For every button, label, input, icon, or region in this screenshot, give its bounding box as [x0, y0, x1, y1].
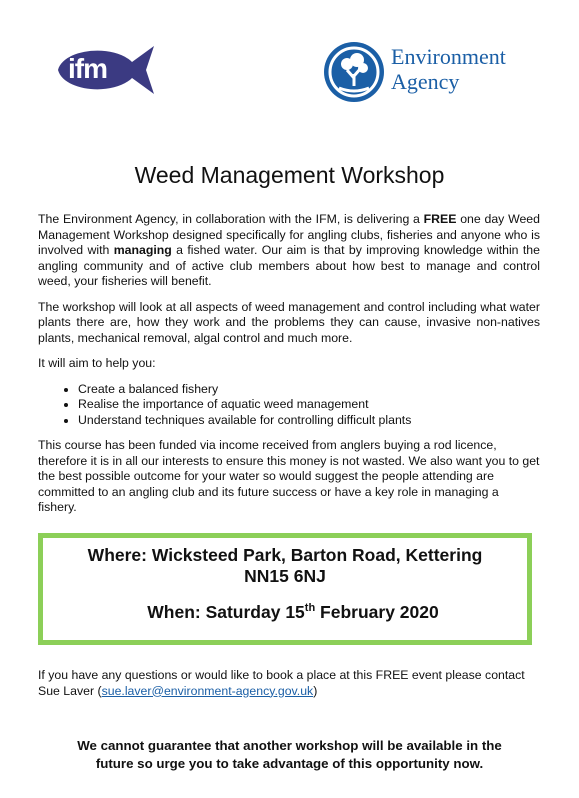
- contact-paragraph: [38, 668, 548, 699]
- closing-line1: We cannot guarantee that another workshop will be available in the: [77, 738, 502, 753]
- body-text: [38, 212, 540, 526]
- where-line2: NN15 6NJ: [244, 566, 326, 586]
- intro-part2: one day Weed Management Workshop designed specifically for angling clubs, fisheries and anyone who is involved with: [38, 212, 540, 257]
- event-when: [43, 602, 527, 623]
- contact-text: If you have any questions or would like to book a place at this FREE event please contact Sue Laver (: [38, 668, 525, 698]
- closing-line2: future so urge you to take advantage of this opportunity now.: [95, 756, 484, 771]
- when-prefix: When: Saturday 15: [147, 602, 305, 622]
- intro-part1: The Environment Agency, in collaboration with the IFM, is delivering a: [38, 212, 424, 226]
- ifm-logo-text: ifm: [68, 53, 107, 84]
- list-item: • Create a balanced fishery: [78, 382, 540, 398]
- intro-free: FREE: [423, 212, 457, 226]
- intro-managing: managing: [113, 243, 172, 257]
- where-line1: Where: Wicksteed Park, Barton Road, Kettering: [87, 545, 483, 565]
- funding-paragraph: This course has been funded via income received from anglers buying a rod licence, therefore it is in all our interests to ensure this money is not wasted. We also want you to get the best possible outcome for your water so would suggest the people attending are committed to an angling club and its future success or have a key role in managing a fishery.: [38, 438, 540, 514]
- ea-logo-line2: Agency: [391, 69, 460, 94]
- aim-lead: It will aim to help you:: [38, 356, 156, 370]
- closing-statement: [0, 737, 579, 773]
- when-rest: February 2020: [315, 602, 439, 622]
- contact-close: ): [313, 683, 318, 698]
- ifm-logo: [54, 40, 158, 100]
- when-suffix: th: [304, 602, 316, 615]
- environment-agency-logo: [323, 40, 539, 106]
- workshop-paragraph: The workshop will look at all aspects of weed management and control including what water plants there are, how they work and the problems they can cause, invasive non-natives plants, mechanical removal, algal control and much more.: [38, 299, 540, 345]
- aims-list: [38, 382, 540, 429]
- tree-emblem-icon: [323, 40, 387, 104]
- intro-part3: a fished water. Our aim is that by improving knowledge within the angling community and of active club members about how best to manage and control weed, your fisheries will benefit.: [38, 243, 540, 288]
- ea-logo-text: [391, 44, 506, 94]
- ea-logo-line1: Environment: [391, 44, 506, 69]
- contact-email-link[interactable]: sue.laver@environment-agency.gov.uk: [101, 683, 314, 698]
- event-where: [43, 545, 527, 587]
- list-item: • Understand techniques available for controlling difficult plants: [78, 413, 540, 429]
- page-title: Weed Management Workshop: [134, 162, 445, 188]
- intro-paragraph: [38, 212, 540, 290]
- list-item: • Realise the importance of aquatic weed management: [78, 397, 540, 413]
- event-details-box: [38, 533, 532, 645]
